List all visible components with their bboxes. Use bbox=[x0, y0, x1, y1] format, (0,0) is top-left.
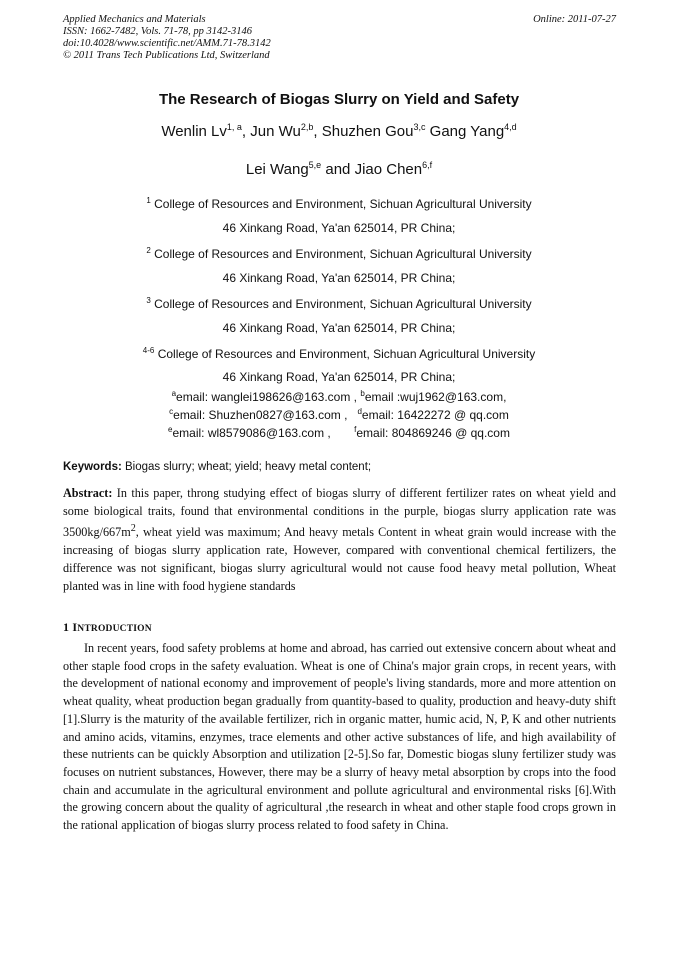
author-affil-sup: 2,b bbox=[300, 122, 314, 132]
email-address[interactable]: email: 16422272 @ qq.com bbox=[361, 408, 509, 422]
email-line-1: $^a$email: wanglei198626@163.com , $^b$email :wuj1962@163.com, bbox=[171, 389, 507, 404]
author-conjunction: and bbox=[325, 161, 351, 178]
email-address[interactable]: email :wuj1962@163.com, bbox=[364, 390, 507, 404]
author-affil-sup: 3,c bbox=[413, 122, 426, 132]
paper-title: The Research of Biogas Slurry on Yield and Safety bbox=[158, 91, 520, 108]
keywords-label: Keywords: bbox=[63, 461, 122, 473]
section-title-initial: I bbox=[72, 620, 78, 634]
email-address[interactable]: email: 804869246 @ qq.com bbox=[356, 426, 510, 440]
email-address[interactable]: email: wl8579086@163.com , bbox=[172, 426, 331, 440]
affiliation-address: 46 Xinkang Road, Ya'an 625014, PR China; bbox=[222, 370, 456, 384]
affiliation-sup: 3 bbox=[146, 296, 151, 305]
affiliation-address: 46 Xinkang Road, Ya'an 625014, PR China; bbox=[222, 221, 456, 235]
affiliation-org: $^2$ College of Resources and Environment, Sichuan Agricultural University bbox=[146, 246, 532, 261]
affiliation-address: 46 Xinkang Road, Ya'an 625014, PR China; bbox=[222, 321, 456, 335]
copyright-line: © 2011 Trans Tech Publications Ltd, Switzerland bbox=[63, 50, 270, 61]
journal-name: Applied Mechanics and Materials bbox=[63, 14, 206, 25]
issn-line: ISSN: 1662-7482, Vols. 71-78, pp 3142-3146 bbox=[63, 26, 252, 37]
author-affil-sup: 4,d bbox=[504, 122, 517, 132]
section-title-rest: NTRODUCTION bbox=[77, 624, 152, 634]
email-address[interactable]: email: wanglei198626@163.com , bbox=[176, 390, 358, 404]
online-date: Online: 2011-07-27 bbox=[533, 14, 616, 25]
abstract-text: In this paper, throng studying effect of biogas slurry of different fertilizer rates on wheat yield and some biological traits, found that environmental conditions in the purple, biogas slurry application rate was 3500kg/667m bbox=[63, 486, 616, 540]
author-name: Jiao Chen bbox=[354, 161, 423, 178]
author-affil-sup: 5,e bbox=[308, 160, 322, 170]
abstract-label: Abstract: bbox=[63, 486, 113, 500]
author-name: Jun Wu bbox=[250, 123, 301, 140]
author-name: Wenlin Lv bbox=[161, 123, 227, 140]
email-address[interactable]: email: Shuzhen0827@163.com , bbox=[173, 408, 348, 422]
abstract bbox=[63, 485, 616, 595]
affiliation-sup: 1 bbox=[146, 196, 151, 205]
doi-line: doi:10.4028/www.scientific.net/AMM.71-78.3142 bbox=[63, 38, 271, 49]
affiliation-org: $^3$ College of Resources and Environment, Sichuan Agricultural University bbox=[146, 296, 532, 311]
author-name: Shuzhen Gou bbox=[321, 123, 414, 140]
author-line-1: Wenlin Lv$^{1, a}$, Jun Wu$^{2,b}$, Shuzhen Gou$^{3,c}$ Gang Yang$^{4,d}$ bbox=[161, 122, 517, 140]
affiliation-org: $^{4-6}$ College of Resources and Environment, Sichuan Agricultural University bbox=[142, 346, 536, 361]
section-heading bbox=[63, 620, 152, 635]
affiliation-sup: 4-6 bbox=[142, 346, 155, 355]
author-affil-sup: 1, a bbox=[226, 122, 242, 132]
author-affil-sup: 6,f bbox=[422, 160, 433, 170]
email-line-2: $^c$email: Shuzhen0827@163.com , $^d$email: 16422272 @ qq.com bbox=[169, 407, 509, 422]
author-name: Gang Yang bbox=[429, 123, 505, 140]
abstract-sup: 2 bbox=[130, 523, 136, 535]
email-line-3: $^e$email: wl8579086@163.com , $^f$email: 804869246 @ qq.com bbox=[168, 425, 510, 440]
journal-header bbox=[63, 14, 616, 62]
abstract-text-cont: , wheat yield was maximum; And heavy metals Content in wheat grain would increase with the increasing of biogas slurry application rate, However, compared with conventional chemical fertilizers, the difference was not significant, biogas slurry agricultural would not cause food heavy metal pollution, Wheat planted was in line with food hygiene standards bbox=[63, 525, 616, 593]
author-name: Lei Wang bbox=[245, 161, 309, 178]
affiliation-address: 46 Xinkang Road, Ya'an 625014, PR China; bbox=[222, 271, 456, 285]
section-number: 1 bbox=[63, 620, 70, 634]
author-line-2 bbox=[0, 160, 678, 178]
introduction-paragraph: In recent years, food safety problems at home and abroad, has carried out extensive concern about wheat and other staple food crops in the safety evaluation. Wheat is one of China's major grain crops, in recent years, with the development of national economy and improvement of people's living standards, more and more attention on wheat quality, wheat production began gradually from quantity-based to quality, production and heavy-duty shift [1].Slurry is the maturity of the available fertilizer, rich in organic matter, humic acid, N, P, K and other nutrients and amino acids, vitamins, enzymes, trace elements and other active substances of life, and high availability of these nutrients can be quickly Absorption and utilization [2-5].So far, Domestic biogas sluny fertilizer study was focuses on nutrient substances, However, there may be a slurry of heavy metal absorption by crops into the food chain and accumulate in the agricultural environment and pollute agricultural and environmental risks [6].With the growing concern about the quality of agricultural ,the research in wheat and other staple food crops grown in the rational application of biogas slurry process related to food safety in China. bbox=[63, 641, 616, 833]
affiliation-sup: 2 bbox=[146, 246, 151, 255]
affiliation-org: $^1$ College of Resources and Environment, Sichuan Agricultural University bbox=[146, 196, 532, 211]
keywords-text: Biogas slurry; wheat; yield; heavy metal content; bbox=[125, 461, 372, 473]
keywords bbox=[63, 461, 616, 473]
